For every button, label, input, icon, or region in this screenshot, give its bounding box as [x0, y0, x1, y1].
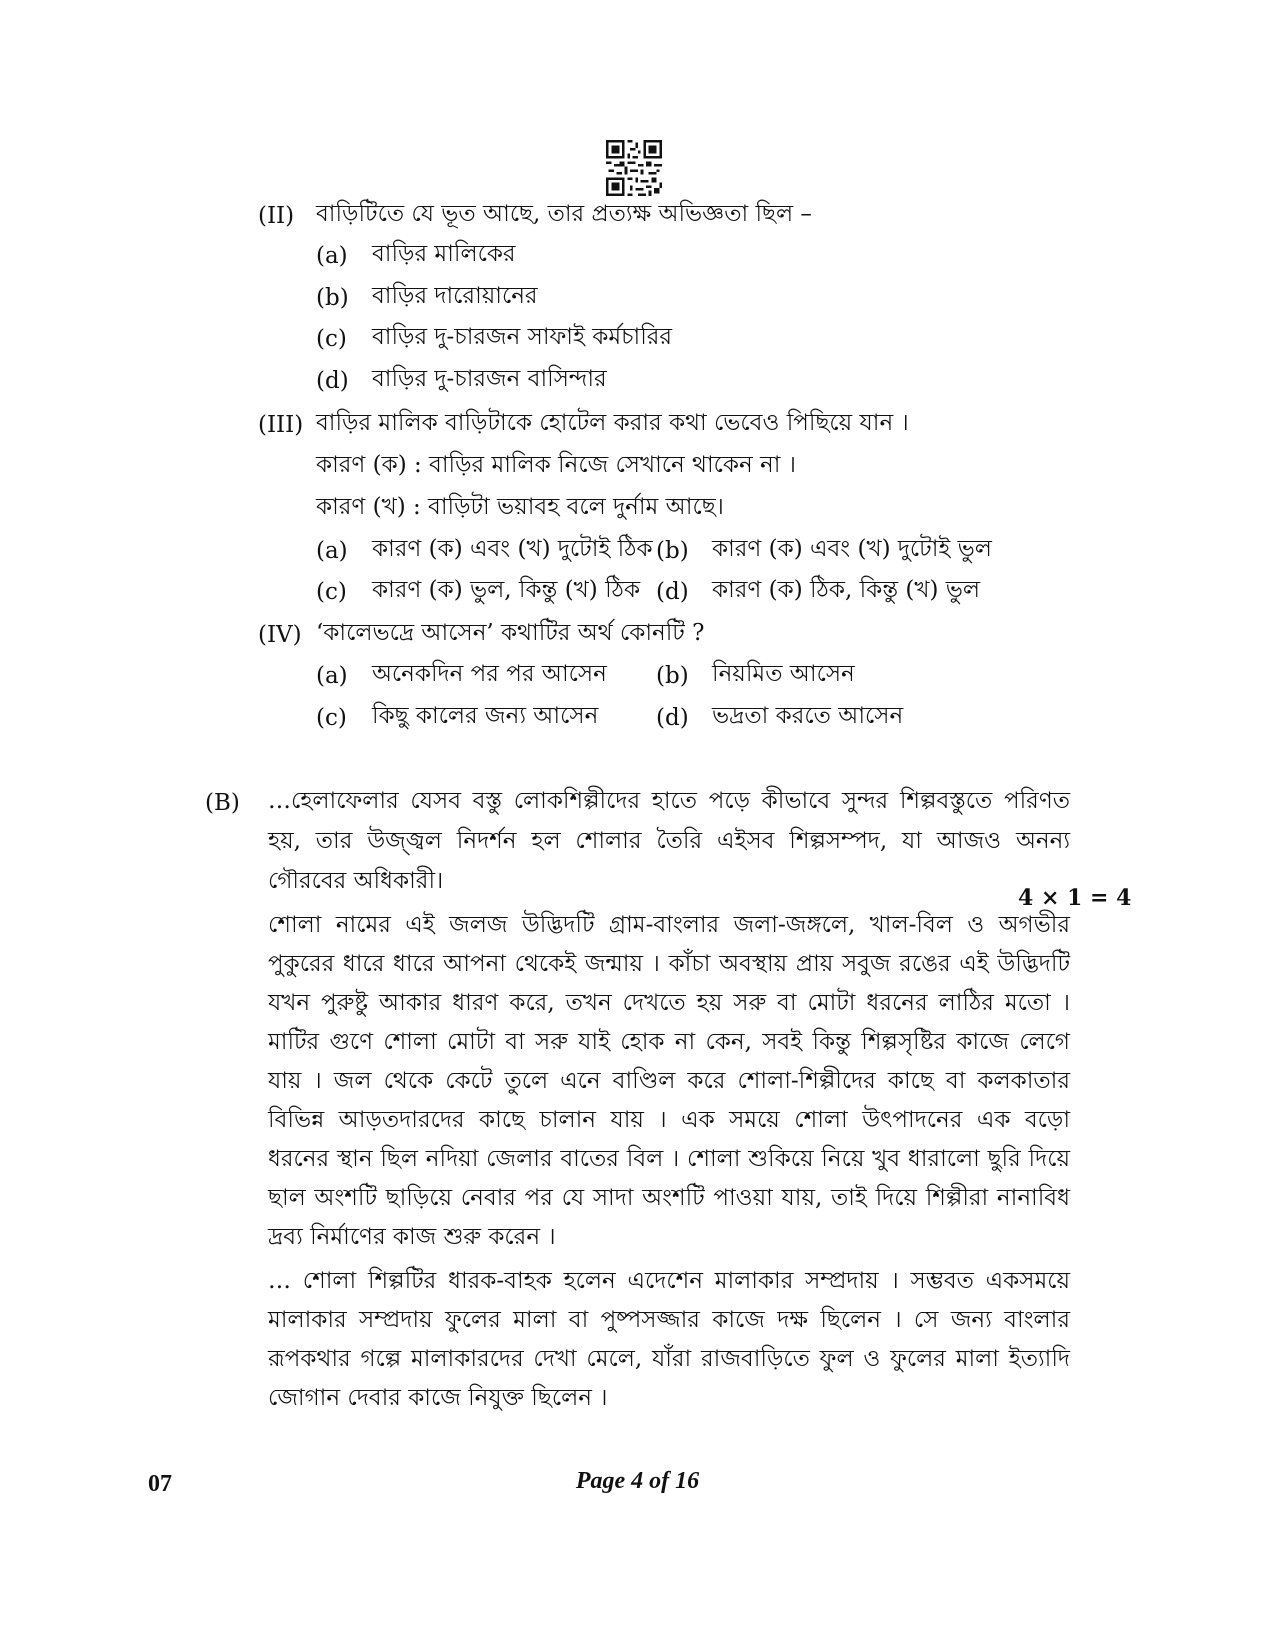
option-label: (b) [316, 285, 349, 311]
passage-line: ধরনের স্থান ছিল নদিয়া জেলার বাতের বিল । শোলা শুকিয়ে নিয়ে খুব ধারালো ছুরি দিয়ে [268, 1146, 1070, 1172]
option-text: অনেকদিন পর পর আসেন [372, 661, 607, 687]
passage-line: মাটির গুণে শোলা মোটা বা সরু যাই হোক না কেন, সবই কিন্তু শিল্পসৃষ্টির কাজে লেগে [268, 1029, 1070, 1055]
question-text: ‘কালেভদ্রে আসেন’ কথাটির অর্থ কোনটি ? [316, 620, 705, 646]
passage-line: জোগান দেবার কাজে নিযুক্ত ছিলেন । [268, 1385, 608, 1411]
passage-line: ছাল অংশটি ছাড়িয়ে নেবার পর যে সাদা অংশটি পাওয়া যায়, তাই দিয়ে শিল্পীরা নানাবিধ [268, 1185, 1070, 1211]
qr-code [606, 140, 662, 196]
option-label: (d) [316, 368, 349, 394]
page-number: Page 4 of 16 [575, 1468, 700, 1494]
section-number: (B) [205, 790, 240, 816]
question-number: (III) [258, 412, 304, 438]
option-text: নিয়মিত আসেন [712, 661, 855, 687]
passage-intro-line: …হেলাফেলার যেসব বস্তু লোকশিল্পীদের হাতে পড়ে কীভাবে সুন্দর শিল্পবস্তুতে পরিণত [268, 788, 1070, 814]
option-label: (c) [316, 326, 347, 352]
option-label: (d) [656, 705, 689, 731]
option-text: কারণ (ক) এবং (খ) দুটোই ঠিক [372, 536, 653, 562]
option-label: (c) [316, 705, 347, 731]
option-label: (c) [316, 579, 347, 605]
passage-intro-line: গৌরবের অধিকারী। [268, 868, 444, 894]
question-text: বাড়ির মালিক বাড়িটাকে হোটেল করার কথা ভেবেও পিছিয়ে যান । [316, 410, 909, 436]
passage-line: পুকুরের ধারে ধারে আপনা থেকেই জন্মায় । কাঁচা অবস্থায় প্রায় সবুজ রঙের এই উদ্ভিদটি [268, 951, 1070, 977]
passage-line: মালাকার সম্প্রদায় ফুলের মালা বা পুষ্পসজ্জার কাজে দক্ষ ছিলেন । সে জন্য বাংলার [268, 1307, 1070, 1333]
marks-label: 4 × 1 = 4 [1018, 885, 1132, 911]
passage-line: রূপকথার গল্পে মালাকারদের দেখা মেলে, যাঁরা রাজবাড়িতে ফুল ও ফুলের মালা ইত্যাদি [268, 1346, 1070, 1372]
option-text: কারণ (ক) ঠিক, কিন্তু (খ) ভুল [712, 577, 981, 603]
option-label: (b) [656, 538, 689, 564]
passage-line: দ্রব্য নির্মাণের কাজ শুরু করেন । [268, 1224, 556, 1250]
option-label: (d) [656, 579, 689, 605]
passage-line: শোলা নামের এই জলজ উদ্ভিদটি গ্রাম-বাংলার জলা-জঙ্গলে, খাল-বিল ও অগভীর [268, 912, 1070, 938]
passage-intro-line: হয়, তার উজ্জ্বল নিদর্শন হল শোলার তৈরি এইসব শিল্পসম্পদ, যা আজও অনন্য [268, 828, 1070, 854]
paper-code: 07 [148, 1471, 172, 1497]
option-text: কারণ (ক) এবং (খ) দুটোই ভুল [712, 536, 992, 562]
passage-line: … শোলা শিল্পটির ধারক-বাহক হলেন এদেশেন মালাকার সম্প্রদায় । সম্ভবত একসময়ে [268, 1268, 1070, 1294]
question-number: (II) [258, 203, 295, 229]
option-text: বাড়ির দারোয়ানের [372, 283, 538, 309]
question-number: (IV) [258, 622, 302, 648]
reason-text: কারণ (খ) : বাড়িটা ভয়াবহ বলে দুর্নাম আছে। [316, 494, 724, 520]
option-text: বাড়ির দু-চারজন বাসিন্দার [372, 366, 607, 392]
option-label: (a) [316, 663, 348, 689]
option-text: বাড়ির মালিকের [372, 241, 516, 267]
passage-line: যখন পুরুষ্টু আকার ধারণ করে, তখন দেখতে হয় সরু বা মোটা ধরনের লাঠির মতো । [268, 990, 1070, 1016]
question-text: বাড়িটিতে যে ভূত আছে, তার প্রত্যক্ষ অভিজ্ঞতা ছিল – [316, 201, 812, 227]
passage-line: যায় । জল থেকে কেটে তুলে এনে বাণ্ডিল করে শোলা-শিল্পীদের কাছে বা কলকাতার [268, 1068, 1070, 1094]
option-text: ভদ্রতা করতে আসেন [712, 703, 904, 729]
option-label: (b) [656, 663, 689, 689]
option-label: (a) [316, 243, 348, 269]
reason-text: কারণ (ক) : বাড়ির মালিক নিজে সেখানে থাকেন না । [316, 452, 796, 478]
option-text: বাড়ির দু-চারজন সাফাই কর্মচারির [372, 324, 673, 350]
passage-line: বিভিন্ন আড়তদারদের কাছে চালান যায় । এক সময়ে শোলা উৎপাদনের এক বড়ো [268, 1107, 1070, 1133]
option-text: কিছু কালের জন্য আসেন [372, 703, 599, 729]
option-text: কারণ (ক) ভুল, কিন্তু (খ) ঠিক [372, 577, 641, 603]
option-label: (a) [316, 538, 348, 564]
